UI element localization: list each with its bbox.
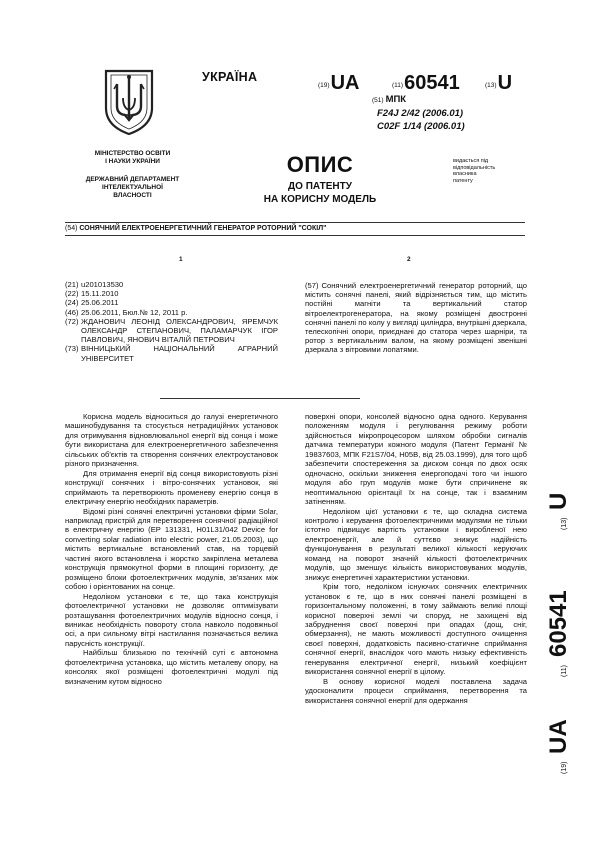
body-paragraph: Крім того, недоліком існуючих сонячних електричних установок є те, що в них сонячні панелі розміщені в горизонтальному положенні, в тому займають великі площі корисної поверхні землі чи споруд, не захищені від забруднення своєї поверхні при опадах (дощ, сніг, обмерзання), не мають можливості доступного очищення своєї поверхні, додатковість пасивно-статичне сприймання сонячної енергії, внаслідок чого мають низьку ефективність генерування електричної енергії, низький коефіцієнт використання сонячної енергії в цілому. <box>305 582 527 677</box>
body-paragraph: В основу корисної моделі поставлена задача удосконалити процеси сприймання, перетворення та використання сонячної енергії для одержання <box>305 676 527 705</box>
body-paragraph: Найбільш близькою по технічній суті є автономна фотоелектрична установка, що містить металеву опору, на консолях якої розміщені фотоелектричні модулі під визначеним кутом відносно <box>65 648 278 686</box>
body-column-left <box>65 412 278 686</box>
publication-number: (11)60541 <box>392 72 460 94</box>
department-name: ДЕРЖАВНИЙ ДЕПАРТАМЕНТ ІНТЕЛЕКТУАЛЬНОЇ ВЛАСНОСТІ <box>85 176 180 199</box>
vertical-code-11: (11) <box>561 665 568 677</box>
body-paragraph: поверхні опори, консолей відносно одна одного. Керування положенням модуля і регулювання режиму роботи здійснюється мікропроцесором шляхом обробки сигналів датчика температури кожного модуля (Патент Германії № 19837603, МПК F21S7/04, H05B, від 25.03.1999), для того щоб забезпечити спостереження за диском сонця по двох осях одночасно, оскільки зниження енергоподачі того чи іншого модуля або груп модулів може бути спричинене як неоптимальною орієнтації їх на сонце, так і взаємним затіненням. <box>305 412 527 507</box>
biblio-row-inventors: (72) ЖДАНОВИЧ ЛЕОНІД ОЛЕКСАНДРОВИЧ, ЯРЕМЧУК ОЛЕКСАНДР СТЕПАНОВИЧ, ПАЛАМАРЧУК ІГОР ПАВЛОВИЧ, ЯНОВИЧ ВІТАЛІЙ ПЕТРОВИЧ <box>65 316 278 345</box>
section-separator <box>160 398 360 399</box>
ministry-name: МІНІСТЕРСТВО ОСВІТИ І НАУКИ УКРАЇНИ <box>94 150 171 165</box>
title-rule-top <box>65 222 525 223</box>
country-name: УКРАЇНА <box>202 70 258 84</box>
utility-model-title: (54) СОНЯЧНИЙ ЕЛЕКТРОЕНЕРГЕТИЧНИЙ ГЕНЕРАТОР РОТОРНИЙ "СОКІЛ" <box>65 225 327 232</box>
body-paragraph: Відомі різні сонячні електричні установки фірми Solar, наприклад пристрій для перетворення сонячної радіаційної в електричну енергію (ЕР 131331, H01L31/042 Device for converting solar radiation into electric power, 21.05.2003), що містить вертикальне встановлений став, на торцевій частині якого встановлена і жорстко закріплена металева конструкція прямокутної форми в площині горизонту, де розміщено блоки фотоелектричних модулів, зв'язаних між собою і орієнтованих на сонце. <box>65 506 278 592</box>
biblio-row: (22) 15.11.2010 <box>65 289 119 299</box>
column-number-1: 1 <box>179 256 183 263</box>
document-subtitle-1: ДО ПАТЕНТУ <box>288 181 352 192</box>
document-title: ОПИС <box>286 152 354 177</box>
publication-kind: (13)U <box>485 72 513 94</box>
claim-abstract: (57) Сонячний електроенергетичний генератор роторний, що містить сонячні панелі, який відрізняється тим, що містить постійні магніти та вертикальний статор вітроелектрогенератора, на якому розміщені двостронні сонячні панелі по колу у вигляді циліндра, внутрішні дзеркала, телескопічні опори, приєднані до статора через шарніри, та ротор з вертикальним валом, на якому розміщені звенішні дзеркала з вітровими лопатями. <box>305 281 527 355</box>
ipc-class-2: C02F 1/14 (2006.01) <box>377 121 465 132</box>
vertical-code-13: (13) <box>561 517 568 530</box>
biblio-row: (24) 25.06.2011 <box>65 298 119 308</box>
body-paragraph: Корисна модель відноситься до галузі енергетичного машинобудування та стосується нетрадиційних установок для отримування відновлювальної енергії від сонця і може бути використана для електроенергетичного забезпечення сільських об'єктів та створення сонячних електроустановок різного призначення. <box>65 412 278 469</box>
vertical-kind: U <box>545 492 572 510</box>
vertical-number: 60541 <box>545 590 572 657</box>
ipc-class-1: F24J 2/42 (2006.01) <box>377 108 464 119</box>
body-column-right <box>305 412 527 705</box>
bibliographic-data <box>65 280 278 363</box>
biblio-row: (21) u201013530 <box>65 280 124 289</box>
responsibility-note: видається під відповідальність власника патенту <box>453 158 496 184</box>
body-paragraph: Для отримання енергії від сонця використовують різні конструкції сонячних і вітро-сонячних установок, які сприймають та перетворюють променеву енергію сонця в електричну енергію необхідних параметрів. <box>65 468 278 507</box>
vertical-country: UA <box>545 719 572 754</box>
document-subtitle-2: НА КОРИСНУ МОДЕЛЬ <box>263 194 377 205</box>
body-paragraph: Недоліком установки є те, що така конструкція фотоелектричної установки не дозволяє оптимізувати розташування фотоелектричних модулів відносно сонця, і виникає необхідність повороту стола навколо подовжньої осі, а при сильному вітрі настилання позначається велика парусність конструкції. <box>65 591 278 648</box>
vertical-publication-number <box>536 452 576 782</box>
title-rule-bottom <box>65 235 525 236</box>
vertical-code-19: (19) <box>561 761 568 774</box>
ipc-heading: (51) МПК <box>372 94 407 105</box>
body-paragraph: Недоліком цієї установки є те, що складна система контролю і керування фотоелектричними модулями не тільки істотно підвищує вартість установки і виробленої нею електроенергії, але й суттєво знижує надійність функціонування в результаті великої кількості керуючих команд на поворот значній кількості фотоелектричних модулів, що зменшує кількість використовуваних модулів, знижує енергетичні характеристики установки. <box>305 506 527 582</box>
biblio-row-owner: (73) ВІННИЦЬКИЙ НАЦІОНАЛЬНИЙ АГРАРНИЙ УНІВЕРСИТЕТ <box>65 344 278 363</box>
coat-of-arms-icon <box>103 68 155 136</box>
publication-country: (19)UA <box>318 72 360 94</box>
column-number-2: 2 <box>407 256 411 263</box>
biblio-row: (46) 25.06.2011, Бюл.№ 12, 2011 р. <box>65 307 188 317</box>
